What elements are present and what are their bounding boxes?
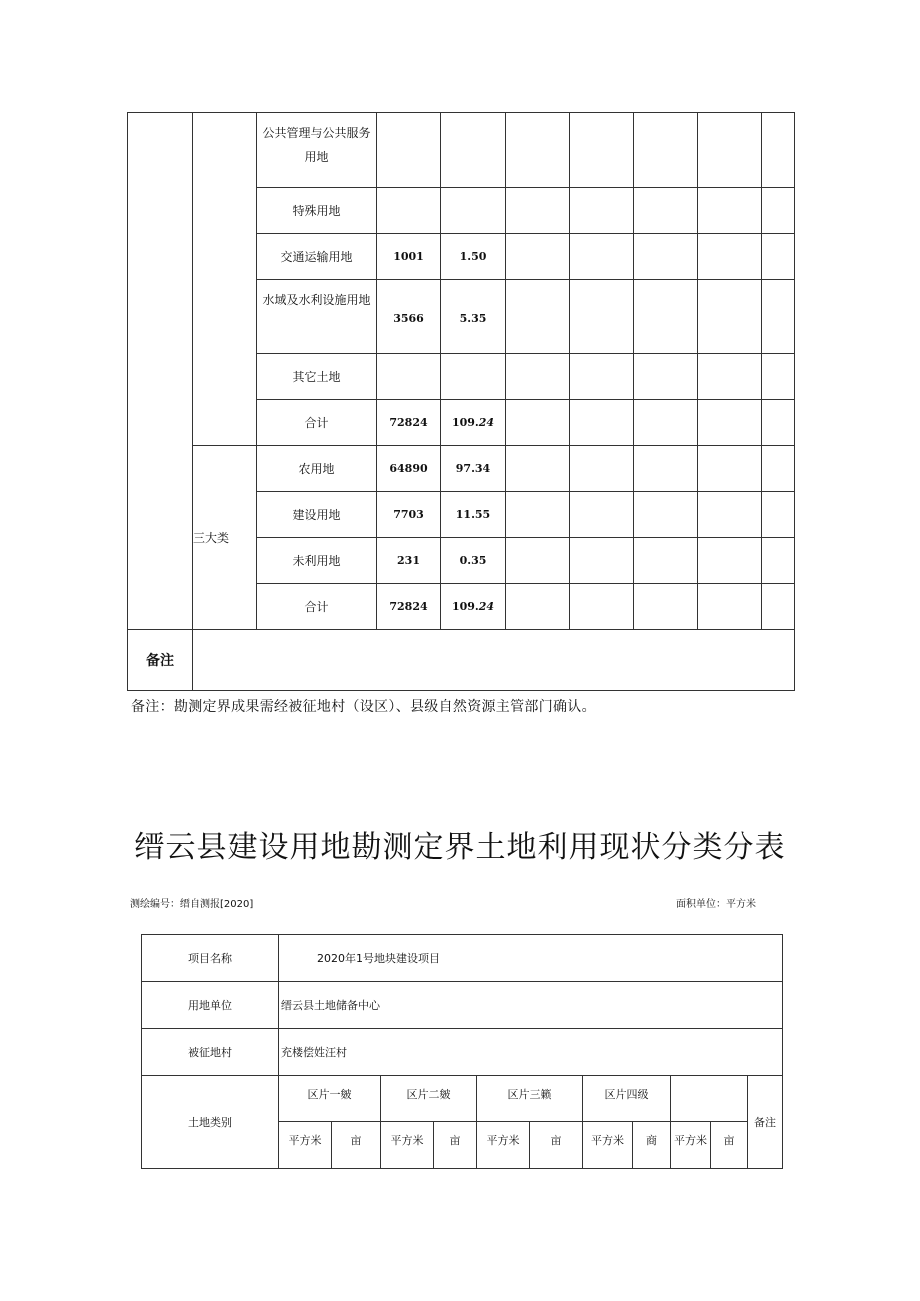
mu-cell: 97.34 xyxy=(441,446,506,492)
table-row xyxy=(142,1076,783,1122)
remark-row xyxy=(128,630,795,691)
mu-cell xyxy=(441,113,506,188)
sqm-cell: 7703 xyxy=(377,492,441,538)
category-cell: 农用地 xyxy=(257,446,377,492)
zone-header xyxy=(671,1076,748,1122)
unit-header: 亩 xyxy=(711,1122,748,1169)
category-cell: 水域及水利设施用地 xyxy=(257,280,377,354)
zone-header: 区片四级 xyxy=(583,1076,671,1122)
sqm-cell xyxy=(377,113,441,188)
unit-header: 平方米 xyxy=(279,1122,332,1169)
category-cell: 未利用地 xyxy=(257,538,377,584)
category-cell: 其它土地 xyxy=(257,354,377,400)
unit-header: 平方米 xyxy=(477,1122,530,1169)
category-cell: 建设用地 xyxy=(257,492,377,538)
unit-header: 亩 xyxy=(434,1122,477,1169)
level2-cell xyxy=(193,113,257,446)
category-cell: 公共管理与公共服务用地 xyxy=(257,113,377,188)
page-title: 缙云县建设用地勘测定界土地利用现状分类分表 xyxy=(134,830,786,865)
zone-header: 区片一皴 xyxy=(279,1076,381,1122)
unit-header: 商 xyxy=(633,1122,671,1169)
table-row xyxy=(142,1029,783,1076)
mu-cell: 5.35 xyxy=(441,280,506,354)
mu-cell: 0.35 xyxy=(441,538,506,584)
village-value: 充楼偿姓汪村 xyxy=(279,1029,783,1076)
group-label-cell: 三大类 xyxy=(193,446,257,630)
sqm-cell: 72824 xyxy=(377,400,441,446)
area-unit: 面积单位：平方米 xyxy=(676,899,756,910)
table-row xyxy=(142,982,783,1029)
unit-header: 平方米 xyxy=(381,1122,434,1169)
remark-label: 备注 xyxy=(128,630,193,691)
sqm-cell xyxy=(377,354,441,400)
total-label-cell: 合计 xyxy=(257,400,377,446)
mu-cell xyxy=(441,188,506,234)
sqm-cell: 231 xyxy=(377,538,441,584)
village-label: 被征地村 xyxy=(142,1029,279,1076)
mu-cell: 109.24 xyxy=(441,400,506,446)
zone-header: 区片二皴 xyxy=(381,1076,477,1122)
category-cell: 交通运输用地 xyxy=(257,234,377,280)
project-name-value: 2020年1号地块建设项目 xyxy=(279,935,783,982)
sqm-cell: 72824 xyxy=(377,584,441,630)
unit-header: 平方米 xyxy=(671,1122,711,1169)
table-row xyxy=(128,113,795,188)
land-category-label: 土地类别 xyxy=(142,1076,279,1169)
land-use-table-continuation xyxy=(127,112,795,691)
sqm-cell: 1001 xyxy=(377,234,441,280)
land-user-value: 缙云县土地储备中心 xyxy=(279,982,783,1029)
mu-cell: 11.55 xyxy=(441,492,506,538)
level1-cell xyxy=(128,113,193,630)
table-row xyxy=(128,446,795,492)
mu-cell: 109.24 xyxy=(441,584,506,630)
sqm-cell: 64890 xyxy=(377,446,441,492)
unit-header: 平方米 xyxy=(583,1122,633,1169)
unit-header: 亩 xyxy=(530,1122,583,1169)
remark-value xyxy=(193,630,795,691)
table-row xyxy=(142,935,783,982)
project-name-label: 项目名称 xyxy=(142,935,279,982)
footnote: 备注：勘测定界成果需经被征地村（设区）、县级自然资源主管部门确认。 xyxy=(131,699,596,715)
category-cell: 特殊用地 xyxy=(257,188,377,234)
land-user-label: 用地单位 xyxy=(142,982,279,1029)
unit-header: 亩 xyxy=(332,1122,381,1169)
remark-header: 备注 xyxy=(748,1076,783,1169)
total-label-cell: 合计 xyxy=(257,584,377,630)
zone-header: 区片三籁 xyxy=(477,1076,583,1122)
mu-cell xyxy=(441,354,506,400)
sqm-cell xyxy=(377,188,441,234)
sqm-cell: 3566 xyxy=(377,280,441,354)
mu-cell: 1.50 xyxy=(441,234,506,280)
land-use-summary-table xyxy=(141,934,783,1169)
survey-number: 测绘编号：缙自测报[2020] xyxy=(130,899,254,910)
